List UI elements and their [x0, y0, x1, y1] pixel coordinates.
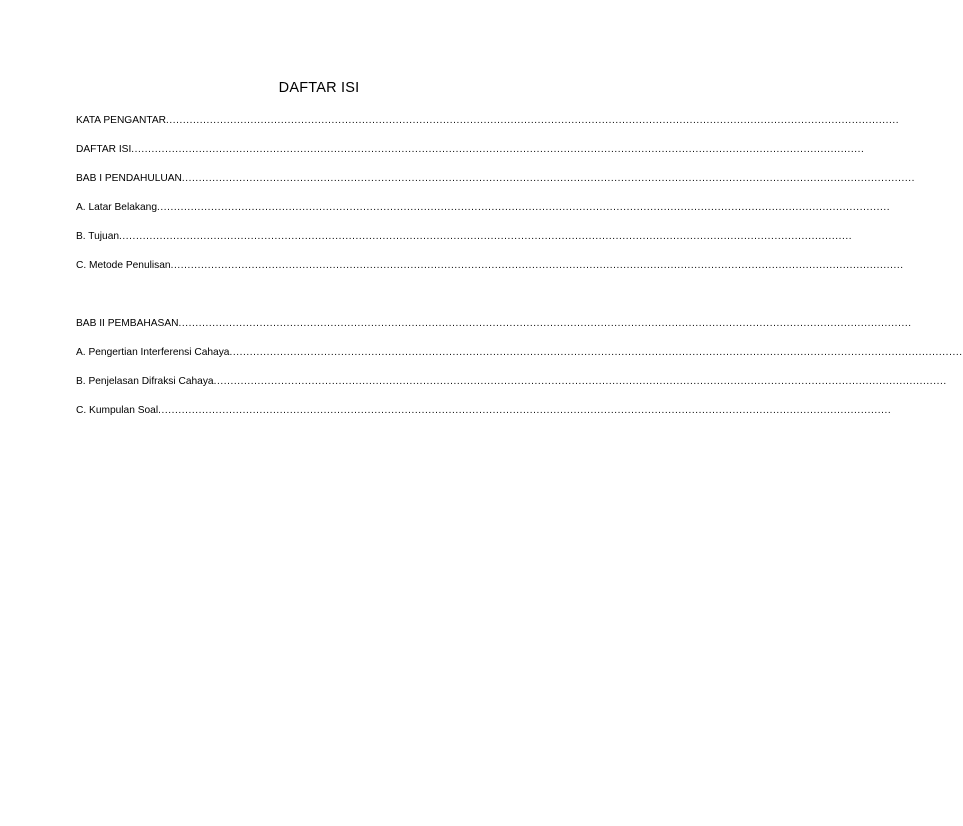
- toc-dot-leader: .........................................................................................................................................................................................................................: [131, 144, 865, 155]
- toc-entry-daftar-isi: [76, 144, 865, 159]
- toc-entry-tujuan: [76, 231, 853, 246]
- toc-dot-leader: .........................................................................................................................................................................................................................: [119, 231, 853, 242]
- toc-entry-latar-belakang: [76, 202, 891, 217]
- toc-entry-label: C. Metode Penulisan: [76, 260, 171, 271]
- page-title: DAFTAR ISI: [278, 80, 360, 96]
- toc-dot-leader: .........................................................................................................................................................................................................................: [229, 347, 963, 358]
- toc-entry-label: BAB II PEMBAHASAN: [76, 318, 179, 329]
- toc-dot-leader: .........................................................................................................................................................................................................................: [157, 202, 891, 213]
- toc-entry-label: B. Tujuan: [76, 231, 120, 242]
- toc-dot-leader: .........................................................................................................................................................................................................................: [166, 115, 900, 126]
- toc-entry-interferensi: [76, 347, 963, 362]
- toc-entry-metode-penulisan: [76, 260, 904, 275]
- toc-dot-leader: .........................................................................................................................................................................................................................: [170, 260, 904, 271]
- toc-entry-label: BAB I PENDAHULUAN: [76, 173, 182, 184]
- toc-entry-label: DAFTAR ISI: [76, 144, 132, 155]
- toc-entry-kumpulan-soal: [76, 405, 892, 420]
- table-of-contents: [76, 115, 963, 420]
- toc-entry-label: A. Latar Belakang: [76, 202, 157, 213]
- toc-entry-label: KATA PENGANTAR: [76, 115, 167, 126]
- toc-entry-label: A. Pengertian Interferensi Cahaya: [76, 347, 230, 358]
- toc-entry-kata-pengantar: [76, 115, 900, 130]
- toc-dot-leader: .........................................................................................................................................................................................................................: [158, 405, 892, 416]
- toc-dot-leader: .........................................................................................................................................................................................................................: [178, 318, 912, 329]
- toc-entry-bab-2: [76, 318, 912, 333]
- toc-entry-label: C. Kumpulan Soal: [76, 405, 159, 416]
- toc-entry-label: B. Penjelasan Difraksi Cahaya: [76, 376, 214, 387]
- toc-entry-bab-1: [76, 173, 915, 188]
- toc-dot-leader: .........................................................................................................................................................................................................................: [181, 173, 915, 184]
- toc-dot-leader: .........................................................................................................................................................................................................................: [213, 376, 947, 387]
- toc-entry-difraksi: [76, 376, 947, 391]
